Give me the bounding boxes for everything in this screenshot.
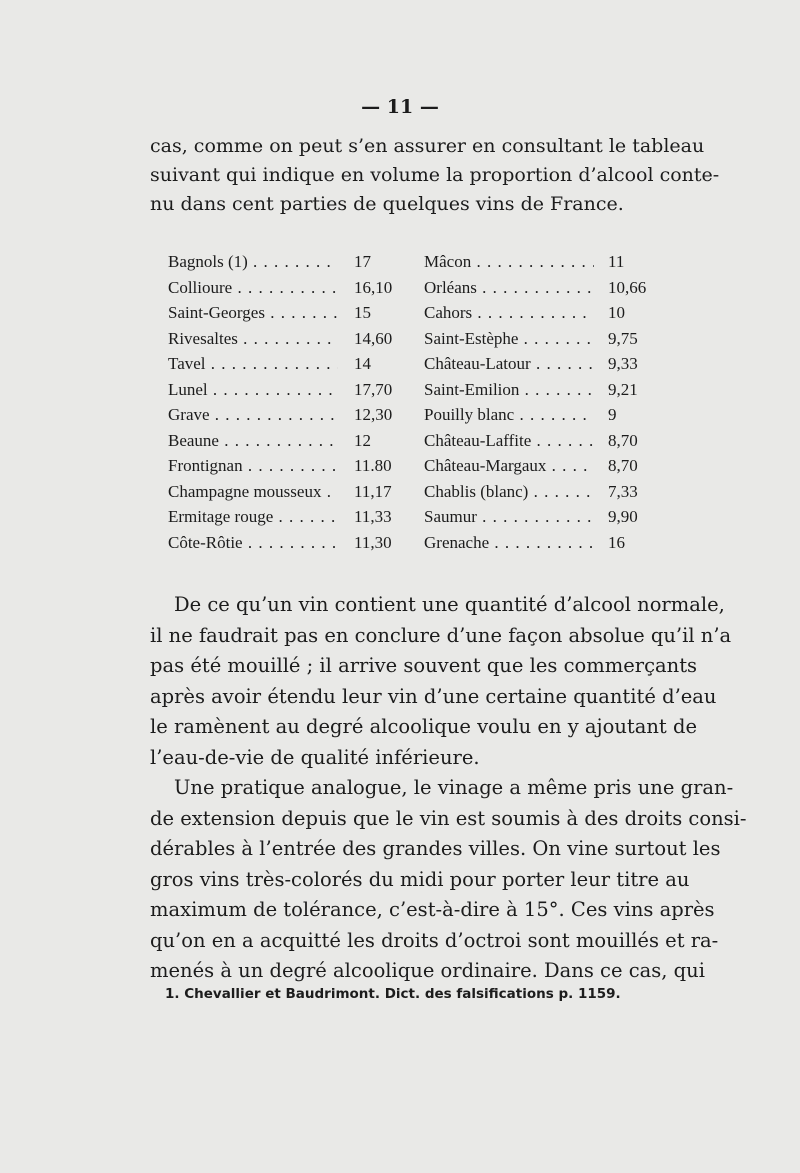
- text-line: l’eau-de-vie de qualité inférieure.: [150, 745, 480, 769]
- wine-name: Tavel . . .: [168, 354, 338, 374]
- alcohol-value: 12: [354, 430, 371, 450]
- wine-alcohol-table: [168, 252, 668, 558]
- paragraph-alcohol-normal: [150, 590, 732, 773]
- alcohol-value: 17: [354, 252, 371, 271]
- alcohol-value: 10: [608, 303, 625, 322]
- table-row: [168, 354, 668, 380]
- wine-name: Mâcon . . .: [424, 252, 594, 272]
- wine-name: Chablis (blanc) . . .: [424, 482, 594, 502]
- text-line: nu dans cent parties de quelques vins de France.: [150, 193, 624, 215]
- table-row: [168, 278, 668, 304]
- wine-name: Château-Laffite . . .: [424, 431, 594, 451]
- alcohol-value: 8,70: [608, 456, 638, 475]
- text-line: il ne faudrait pas en conclure d’une façon absolue qu’il n’a: [150, 623, 732, 647]
- alcohol-value: 11: [608, 252, 625, 271]
- text-line: De ce qu’un vin contient une quantité d’alcool normale,: [174, 593, 725, 616]
- wine-name: Saint-Georges . . .: [168, 303, 338, 323]
- text-line: dérables à l’entrée des grandes villes. On vine surtout les: [150, 837, 721, 860]
- alcohol-value: 7,33: [608, 481, 638, 501]
- footnote: 1. Chevallier et Baudrimont. Dict. des falsifications p. 1159.: [165, 986, 621, 1002]
- text-line: Une pratique analogue, le vinage a même pris une gran-: [174, 776, 734, 799]
- alcohol-value: 11,30: [354, 532, 392, 552]
- wine-name: Orléans . . .: [424, 278, 594, 298]
- alcohol-value: 9,90: [608, 507, 638, 526]
- alcohol-value: 9: [608, 405, 617, 424]
- alcohol-value: 14,60: [354, 328, 393, 348]
- alcohol-value: 14: [354, 354, 371, 373]
- text-line: pas été mouillé ; il arrive souvent que les commerçants: [150, 654, 698, 677]
- wine-name: Frontignan . . .: [168, 456, 338, 476]
- text-line: le ramènent au degré alcoolique voulu en y ajoutant de: [150, 715, 697, 738]
- table-row: [168, 533, 668, 559]
- text-line: suivant qui indique en volume la proportion d’alcool conte-: [150, 164, 720, 186]
- alcohol-value: 8,70: [608, 430, 638, 450]
- alcohol-value: 16: [608, 532, 625, 552]
- table-row: [168, 431, 668, 457]
- text-line: gros vins très-colorés du midi pour porter leur titre au: [150, 867, 690, 891]
- alcohol-value: 11,33: [354, 507, 392, 526]
- wine-name: Grave . . .: [168, 405, 338, 425]
- alcohol-value: 9,33: [608, 354, 638, 373]
- text-line: cas, comme on peut s’en assurer en consultant le tableau: [150, 135, 705, 157]
- text-line: après avoir étendu leur vin d’une certaine quantité d’eau: [150, 684, 717, 708]
- text-line: maximum de tolérance, c’est-à-dire à 15°. Ces vins après: [150, 898, 715, 921]
- table-row: [168, 252, 668, 278]
- alcohol-value: 10,66: [608, 277, 647, 297]
- table-row: [168, 482, 668, 508]
- wine-name: Pouilly blanc . . .: [424, 405, 594, 425]
- alcohol-value: 16,10: [354, 277, 393, 297]
- wine-name: Château-Margaux . . .: [424, 456, 594, 476]
- wine-name: Collioure . . .: [168, 278, 338, 298]
- alcohol-value: 11.80: [354, 456, 392, 475]
- table-row: [168, 507, 668, 533]
- table-row: [168, 380, 668, 406]
- wine-name: Champagne mousseux . . .: [168, 482, 338, 502]
- alcohol-value: 12,30: [354, 405, 393, 424]
- wine-name: Grenache . . .: [424, 533, 594, 553]
- wine-name: Rivesaltes . . .: [168, 329, 338, 349]
- wine-name: Château-Latour . . .: [424, 354, 594, 374]
- wine-name: Bagnols (1) . . .: [168, 252, 338, 272]
- alcohol-value: 9,75: [608, 328, 638, 348]
- text-line: menés à un degré alcoolique ordinaire. Dans ce cas, qui: [150, 959, 705, 982]
- intro-paragraph: [150, 132, 720, 219]
- alcohol-value: 11,17: [354, 481, 392, 501]
- wine-name: Beaune . . .: [168, 431, 338, 451]
- wine-name: Ermitage rouge . . .: [168, 507, 338, 527]
- alcohol-value: 15: [354, 303, 371, 322]
- wine-name: Saumur . . .: [424, 507, 594, 527]
- wine-name: Lunel . . .: [168, 380, 338, 400]
- page-number: — 11 —: [361, 96, 439, 118]
- wine-name: Saint-Emilion . . .: [424, 380, 594, 400]
- alcohol-value: 17,70: [354, 379, 393, 399]
- wine-name: Saint-Estèphe . . .: [424, 329, 594, 349]
- table-row: [168, 405, 668, 431]
- text-line: de extension depuis que le vin est soumis à des droits consi-: [150, 806, 747, 830]
- table-row: [168, 329, 668, 355]
- paragraph-vinage: [150, 773, 747, 987]
- text-line: qu’on en a acquitté les droits d’octroi sont mouillés et ra-: [150, 928, 719, 952]
- wine-name: Côte-Rôtie . . .: [168, 533, 338, 553]
- alcohol-value: 9,21: [608, 379, 638, 399]
- wine-name: Cahors . . .: [424, 303, 594, 323]
- table-row: [168, 303, 668, 329]
- table-row: [168, 456, 668, 482]
